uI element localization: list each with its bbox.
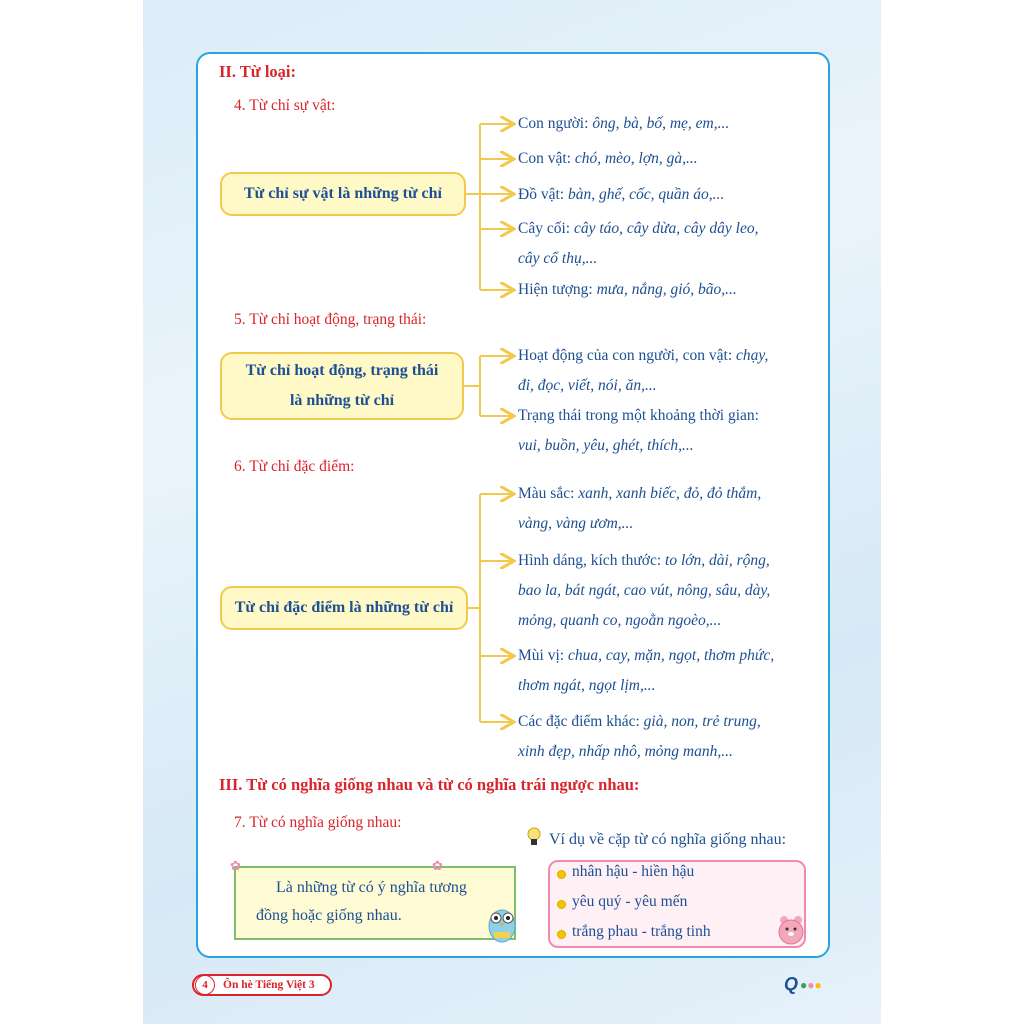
page-number: 4 xyxy=(195,975,215,995)
list-item: Hiện tượng: mưa, nắng, gió, bão,... xyxy=(518,281,737,298)
example-item: nhân hậu - hiền hậu xyxy=(572,863,695,880)
list-item: Trạng thái trong một khoảng thời gian: vui, buồn, yêu, ghét, thích,... xyxy=(518,407,759,454)
subsection-title: 6. Từ chỉ đặc điểm: xyxy=(234,458,355,475)
example-title: Ví dụ về cặp từ có nghĩa giống nhau: xyxy=(549,831,787,848)
concept-box xyxy=(220,352,464,420)
publisher-logo-mark: ●●● xyxy=(800,978,822,992)
section-title: III. Từ có nghĩa giống nhau và từ có nghĩa trái ngược nhau: xyxy=(219,775,640,794)
list-item: Hình dáng, kích thước: to lớn, dài, rộng, bao la, bát ngát, cao vút, nông, sâu, dày, mỏng, quanh co, ngoằn ngoèo,... xyxy=(518,552,771,629)
flower-icon: ✿ xyxy=(432,858,443,873)
bullet-icon xyxy=(557,930,566,939)
concept-box-label: Từ chỉ hoạt động, trạng thái xyxy=(245,362,439,379)
list-item: Con người: ông, bà, bố, mẹ, em,... xyxy=(518,115,730,132)
definition-line: Là những từ có ý nghĩa tương xyxy=(276,879,467,896)
list-item: Cây cối: cây táo, cây dừa, cây dây leo, cây cổ thụ,... xyxy=(518,220,759,267)
concept-box-label: Từ chỉ sự vật là những từ chỉ xyxy=(244,185,442,202)
definition-line: đồng hoặc giống nhau. xyxy=(256,907,402,924)
list-item: Mùi vị: chua, cay, mặn, ngọt, thơm phức, thơm ngát, ngọt lịm,... xyxy=(518,647,775,694)
definition-box xyxy=(234,866,516,940)
list-item: Đồ vật: bàn, ghế, cốc, quần áo,... xyxy=(518,186,725,203)
section-title: II. Từ loại: xyxy=(219,62,296,81)
subsection-title: 7. Từ có nghĩa giống nhau: xyxy=(234,814,402,831)
concept-box-label: là những từ chỉ xyxy=(289,392,395,409)
subsection-title: 5. Từ chỉ hoạt động, trạng thái: xyxy=(234,311,427,328)
list-item: Con vật: chó, mèo, lợn, gà,... xyxy=(518,150,698,167)
lightbulb-icon xyxy=(526,826,542,848)
bullet-icon xyxy=(557,870,566,879)
example-item: trắng phau - trắng tinh xyxy=(572,923,711,940)
publisher-logo: Q xyxy=(784,974,799,994)
flower-icon: ✿ xyxy=(230,858,241,873)
owl-icon xyxy=(486,900,518,944)
bullet-icon xyxy=(557,900,566,909)
concept-box-label: Từ chỉ đặc điểm là những từ chỉ xyxy=(234,599,454,616)
concept-box xyxy=(220,172,466,216)
concept-box xyxy=(220,586,468,630)
page-footer-badge xyxy=(192,974,332,996)
book-title: Ôn hè Tiếng Việt 3 xyxy=(223,979,315,991)
list-item: Các đặc điểm khác: già, non, trẻ trung, xinh đẹp, nhấp nhô, mỏng manh,... xyxy=(518,713,761,760)
list-item: Hoạt động của con người, con vật: chạy, đi, đọc, viết, nói, ăn,... xyxy=(518,347,769,394)
list-item: Màu sắc: xanh, xanh biếc, đỏ, đỏ thắm, vàng, vàng ươm,... xyxy=(518,485,762,532)
example-item: yêu quý - yêu mến xyxy=(572,893,688,910)
subsection-title: 4. Từ chỉ sự vật: xyxy=(234,97,336,114)
bear-icon xyxy=(776,912,806,946)
